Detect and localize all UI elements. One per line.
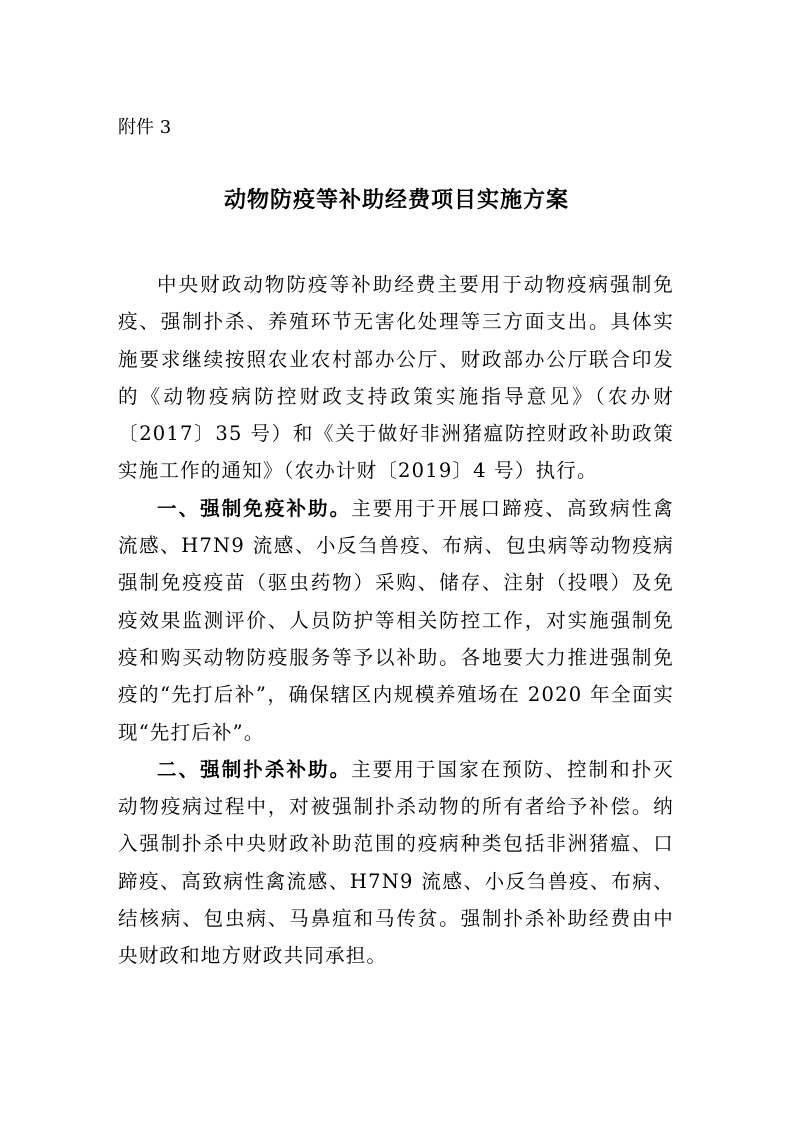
- section-immunization-paragraph: [118, 490, 674, 751]
- document-body: [118, 266, 674, 975]
- section-heading: 二、强制扑杀补助。: [157, 757, 352, 781]
- section-heading: 一、强制免疫补助。: [157, 496, 352, 520]
- attachment-label: 附件 3: [118, 117, 172, 138]
- document-title: 动物防疫等补助经费项目实施方案: [223, 187, 569, 213]
- section-culling-paragraph: [118, 751, 674, 975]
- paragraph-text: 主要用于国家在预防、控制和扑灭动物疫病过程中，对被强制扑杀动物的所有者给予补偿。纳入强制扑杀中央财政补助范围的疫病种类包括非洲猪瘟、口蹄疫、高致病性禽流感、H7N9 流感、小反刍兽疫、布病、结核病、包虫病、马鼻疽和马传贫。强制扑杀补助经费由中央财政和地方财政共同承担。: [118, 757, 674, 968]
- paragraph-text: 中央财政动物防疫等补助经费主要用于动物疫病强制免疫、强制扑杀、养殖环节无害化处理等三方面支出。具体实施要求继续按照农业农村部办公厅、财政部办公厅联合印发的《动物疫病防控财政支持政策实施指导意见》（农办财〔2017〕35 号）和《关于做好非洲猪瘟防控财政补助政策实施工作的通知》（农办计财〔2019〕4 号）执行。: [118, 273, 674, 483]
- paragraph-text: 主要用于开展口蹄疫、高致病性禽流感、H7N9 流感、小反刍兽疫、布病、包虫病等动物疫病强制免疫疫苗（驱虫药物）采购、储存、注射（投喂）及免疫效果监测评价、人员防护等相关防控工作，对实施强制免疫和购买动物防疫服务等予以补助。各地要大力推进强制免疫的“先打后补”，确保辖区内规模养殖场在 2020 年全面实现“先打后补”。: [118, 496, 674, 744]
- intro-paragraph: [118, 266, 674, 490]
